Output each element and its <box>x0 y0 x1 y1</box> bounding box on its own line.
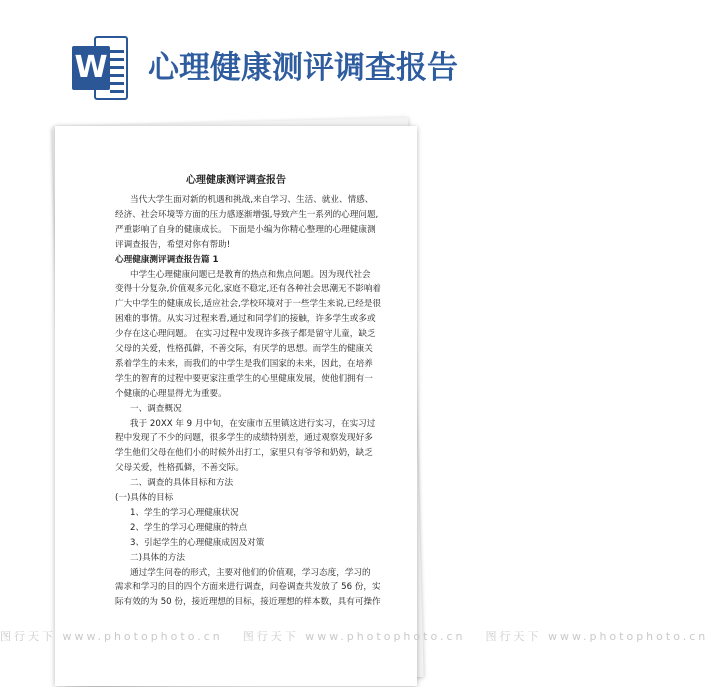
watermark-text: 图行天下 www.photophoto.cn <box>0 630 223 643</box>
document-title: 心理健康测评调查报告 <box>186 175 286 186</box>
document-line: 评调查报告，希望对你有帮助! <box>115 239 231 250</box>
document-line: 学生他们父母在他们小的时候外出打工，家里只有爷爷和奶奶，缺乏 <box>115 448 373 459</box>
document-line: 1、学生的学习心理健康状况 <box>130 507 239 518</box>
watermark-text: 图行天下 www.photophoto.cn <box>485 630 709 643</box>
document-line: 3、引起学生的心理健康成因及对策 <box>130 537 265 548</box>
document-line: 少存在这心理问题。 在实习过程中发现许多孩子都是留守儿童，缺乏 <box>115 329 376 340</box>
document-line: 程中发现了不少的问题，很多学生的成绩特别差，通过观察发现好多 <box>115 433 373 444</box>
document-line: 经济、社会环境等方面的压力感逐渐增强,导致产生一系列的心理问题, <box>115 209 379 220</box>
page-header <box>0 0 474 110</box>
document-line: 当代大学生面对新的机遇和挑战,来自学习、生活、就业、情感、 <box>130 195 374 205</box>
document-line: 系着学生的未来，而我们的中学生是我们国家的未来，因此，在培养 <box>115 358 373 369</box>
document-line: 困难的事情。从实习过程来看,通过和同学们的接触，许多学生或多或 <box>115 314 376 325</box>
page-title: 心理健康测评调查报告 <box>148 50 458 86</box>
document-line: 通过学生问卷的形式，主要对他们的价值观，学习态度，学习的 <box>130 567 371 578</box>
watermark-strip <box>0 628 709 650</box>
document-page <box>55 126 417 686</box>
document-preview <box>0 110 474 669</box>
document-line: 严重影响了自身的健康成长。 下面是小编为你精心整理的心理健康测 <box>115 224 376 235</box>
document-line: 一、调查概况 <box>130 403 182 414</box>
document-line: 我于 20XX 年 9 月中旬，在安康市五里镇这进行实习，在实习过 <box>130 418 376 429</box>
section-heading: 心理健康测评调查报告篇 1 <box>115 254 219 265</box>
document-line: 2、学生的学习心理健康的特点 <box>130 522 248 533</box>
word-doc-icon <box>72 36 130 100</box>
document-line: 际有效的为 50 份，接近理想的目标，接近理想的样本数，具有可操作 <box>115 597 381 608</box>
document-line: 广大中学生的健康成长,适应社会,学校环境对于一些学生来说,已经是很 <box>115 299 382 310</box>
document-line: 个健康的心理显得尤为重要。 <box>115 388 227 399</box>
document-line: 变得十分复杂,价值观多元化,家庭不稳定,还有各种社会思潮无不影响着 <box>115 284 382 295</box>
document-line: 父母的关爱，性格孤僻，不善交际，有厌学的思想。而学生的健康关 <box>115 344 373 354</box>
document-line: (一)具体的目标 <box>115 493 174 503</box>
document-line: 学生的智育的过程中要更家注重学生的心里健康发展，使他们拥有一 <box>115 373 373 384</box>
document-line: 父母关爱，性格孤僻，不善交际。 <box>115 463 244 474</box>
watermark-text: 图行天下 www.photophoto.cn <box>242 630 466 643</box>
document-line: 中学生心理健康问题已是教育的热点和焦点问题。因为现代社会 <box>130 269 371 280</box>
word-letter-badge: W <box>72 46 110 90</box>
document-line: 需求和学习的目的四个方面来进行调查，问卷调查共发放了 56 份，实 <box>115 582 381 593</box>
document-line: 二、调查的具体目标和方法 <box>130 478 234 489</box>
document-line: 二)具体的方法 <box>130 552 185 563</box>
